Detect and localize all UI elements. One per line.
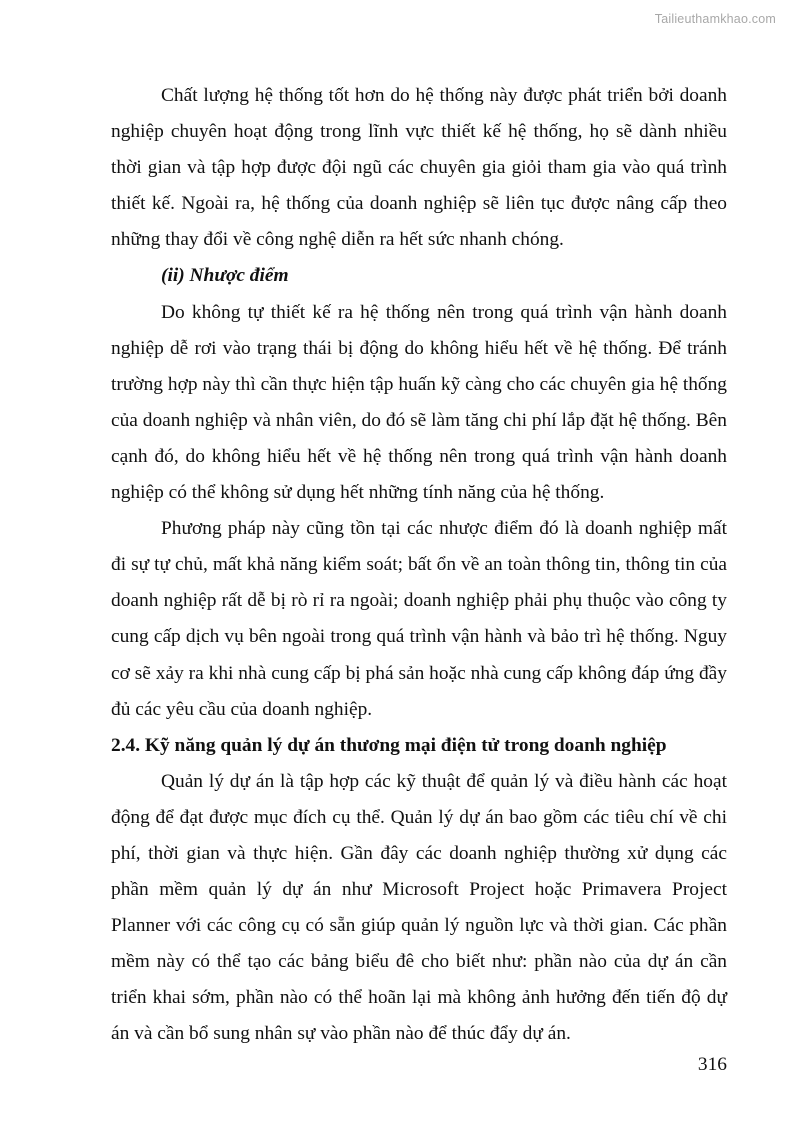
body-paragraph-3: Phương pháp này cũng tồn tại các nhược điểm đó là doanh nghiệp mất đi sự tự chủ, mất khả năng kiểm soát; bất ổn về an toàn thông tin, thông tin của doanh nghiệp rất dễ bị rò rỉ ra ngoài; doanh nghiệp phải phụ thuộc vào công ty cung cấp dịch vụ bên ngoài trong quá trình vận hành và bảo trì hệ thống. Nguy cơ sẽ xảy ra khi nhà cung cấp bị phá sản hoặc nhà cung cấp không đáp ứng đầy đủ các yêu cầu của doanh nghiệp. (111, 518, 727, 720)
document-body (111, 78, 727, 1053)
subheading-nhuoc-diem: (ii) Nhược điểm (161, 265, 289, 287)
body-paragraph-4: Quản lý dự án là tập hợp các kỹ thuật để quản lý và điều hành các hoạt động để đạt được mục đích cụ thể. Quản lý dự án bao gồm các tiêu chí về chi phí, thời gian và thực hiện. Gần đây các doanh nghiệp thường xử dụng các phần mềm quản lý dự án như Microsoft Project hoặc Primavera Project Planner với các công cụ có sẵn giúp quản lý nguồn lực và thời gian. Các phần mềm này có thể tạo các bảng biểu đê cho biết như: phần nào của dự án cần triển khai sớm, phần nào có thể hoãn lại mà không ảnh hưởng đến tiến độ dự án và cần bổ sung nhân sự vào phần nào để thúc đẩy dự án. (111, 770, 727, 1045)
page-number: 316 (697, 1054, 727, 1075)
section-heading-2-4: 2.4. Kỹ năng quản lý dự án thương mại điện tử trong doanh nghiệp (111, 734, 667, 756)
body-paragraph-1: Chất lượng hệ thống tốt hơn do hệ thống này được phát triển bởi doanh nghiệp chuyên hoạt động trong lĩnh vực thiết kế hệ thống, họ sẽ dành nhiều thời gian và tập hợp được đội ngũ các chuyên gia giỏi tham gia vào quá trình thiết kế. Ngoài ra, hệ thống của doanh nghiệp sẽ liên tục được nâng cấp theo những thay đổi về công nghệ diễn ra hết sức nhanh chóng. (111, 85, 727, 251)
body-paragraph-2: Do không tự thiết kế ra hệ thống nên trong quá trình vận hành doanh nghiệp dễ rơi vào trạng thái bị động do không hiểu hết về hệ thống. Để tránh trường hợp này thì cần thực hiện tập huấn kỹ càng cho các chuyên gia hệ thống của doanh nghiệp và nhân viên, do đó sẽ làm tăng chi phí lắp đặt hệ thống. Bên cạnh đó, do không hiểu hết về hệ thống nên trong quá trình vận hành doanh nghiệp có thể không sử dụng hết những tính năng của hệ thống. (111, 301, 727, 504)
watermark-text: Tailieuthamkhao.com (654, 12, 776, 26)
